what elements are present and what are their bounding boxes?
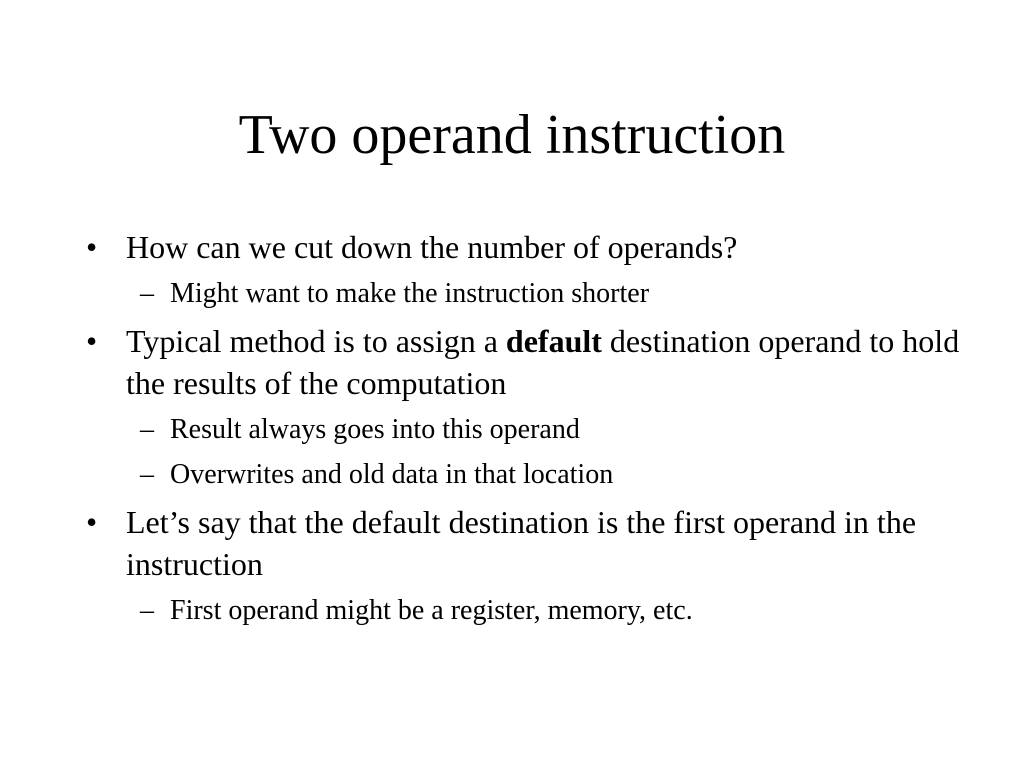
bullet-text: How can we cut down the number of operands? [126,229,738,265]
sub-bullet-marker: – [140,459,154,490]
bullet-item-operand-count [80,226,960,314]
sub-bullet-text: First operand might be a register, memory, etc. [170,595,693,626]
sub-list [126,591,960,631]
sub-bullet-marker: – [140,414,154,445]
sub-bullet-marker: – [140,595,154,626]
bullet-marker: • [86,323,98,359]
sub-bullet-item [126,455,960,495]
bullet-text-after: destination operand to hold the results of the computation [126,323,960,401]
bullet-marker: • [86,504,98,540]
sub-bullet-text: Result always goes into this operand [170,414,580,445]
bullet-text-before: Typical method is to assign a [126,323,506,359]
slide-title: Two operand instruction [238,104,786,166]
bullet-text: Let’s say that the default destination is the first operand in the instruction [126,504,917,582]
bullet-text-bold: default [505,323,602,359]
sub-list [126,410,960,495]
sub-bullet-text: Overwrites and old data in that location [170,459,614,490]
bullet-item-default-destination [80,320,960,495]
sub-bullet-text: Might want to make the instruction shorter [170,278,650,309]
sub-list [126,274,960,314]
sub-bullet-marker: – [140,278,154,309]
sub-bullet-item [126,591,960,631]
sub-bullet-item [126,410,960,450]
bullet-marker: • [86,229,98,265]
bullet-item-first-operand [80,501,960,631]
bullet-list [80,226,960,631]
sub-bullet-item [126,274,960,314]
